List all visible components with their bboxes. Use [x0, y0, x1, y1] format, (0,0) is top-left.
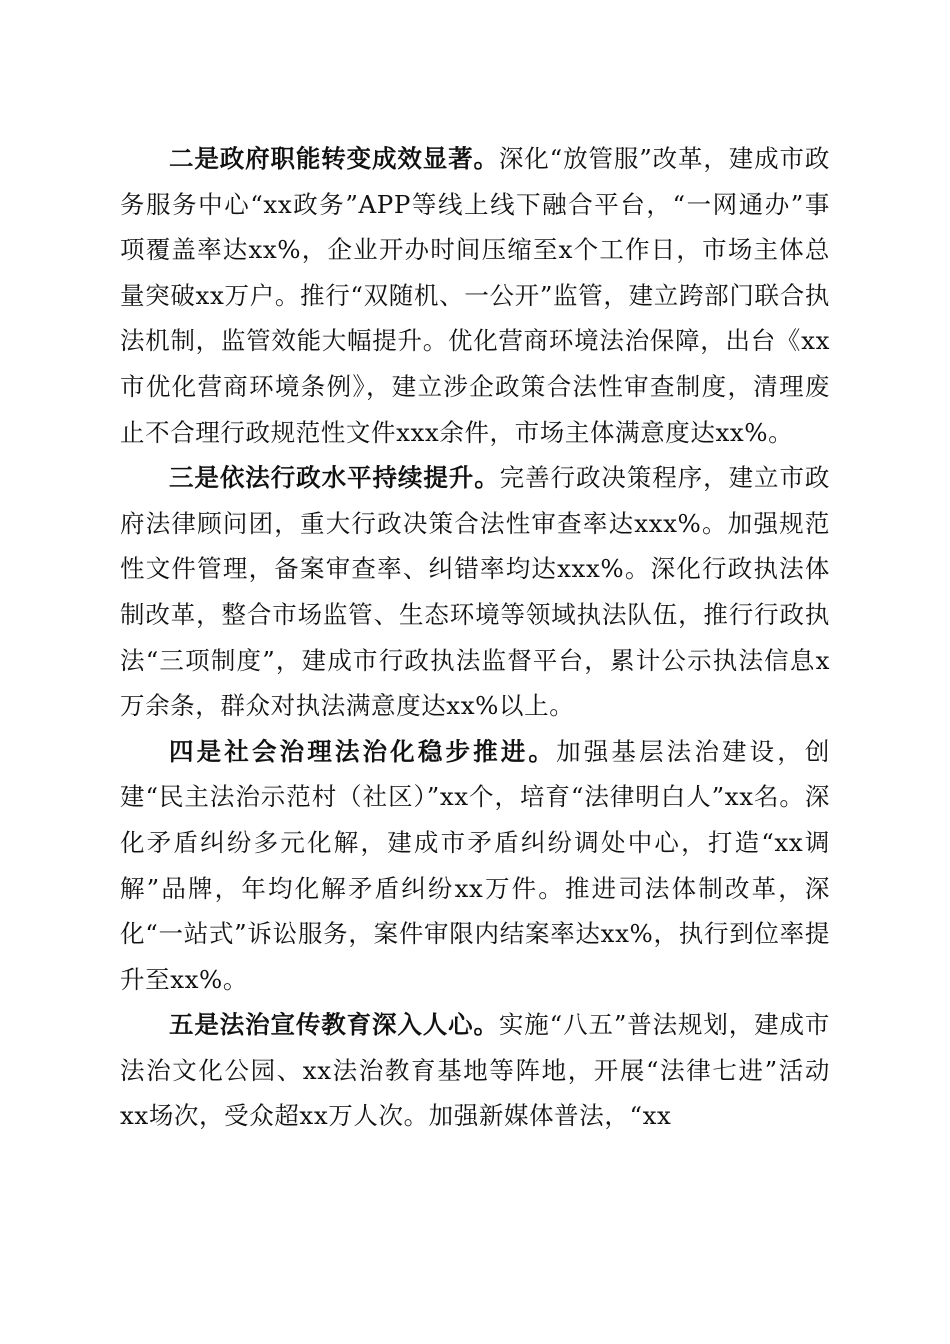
paragraph-text: 实施“八五”普法规划，建成市法治文化公园、xx法治教育基地等阵地，开展“法律七进”活动xx场次，受众超xx万人次。加强新媒体普法，“xx — [120, 1010, 830, 1131]
paragraph-government-function — [120, 136, 830, 455]
paragraph-law-based-administration — [120, 455, 830, 729]
document-body — [120, 136, 830, 1139]
paragraph-legal-education — [120, 1002, 830, 1139]
paragraph-text: 深化“放管服”改革，建成市政务服务中心“xx政务”APP等线上线下融合平台，“一网通办”事项覆盖率达xx%，企业开办时间压缩至x个工作日，市场主体总量突破xx万户。推行“双随机、一公开”监管，建立跨部门联合执法机制，监管效能大幅提升。优化营商环境法治保障，出台《xx市优化营商环境条例》，建立涉企政策合法性审查制度，清理废止不合理行政规范性文件xxx余件，市场主体满意度达xx%。 — [120, 144, 830, 447]
paragraph-text: 完善行政决策程序，建立市政府法律顾问团，重大行政决策合法性审查率达xxx%。加强规范性文件管理，备案审查率、纠错率均达xxx%。深化行政执法体制改革，整合市场监管、生态环境等领域执法队伍，推行行政执法“三项制度”，建成市行政执法监督平台，累计公示执法信息x万余条，群众对执法满意度达xx%以上。 — [120, 463, 830, 721]
paragraph-text: 加强基层法治建设，创建“民主法治示范村（社区）”xx个，培育“法律明白人”xx名。深化矛盾纠纷多元化解，建成市矛盾纠纷调处中心，打造“xx调解”品牌，年均化解矛盾纠纷xx万件。推进司法体制改革，深化“一站式”诉讼服务，案件审限内结案率达xx%，执行到位率提升至xx%。 — [120, 736, 831, 994]
paragraph-heading: 五是法治宣传教育深入人心。 — [169, 1010, 499, 1040]
paragraph-heading: 二是政府职能转变成效显著。 — [169, 144, 499, 173]
paragraph-social-governance — [120, 729, 830, 1003]
paragraph-heading: 四是社会治理法治化稳步推进。 — [169, 736, 557, 766]
paragraph-heading: 三是依法行政水平持续提升。 — [169, 463, 500, 493]
